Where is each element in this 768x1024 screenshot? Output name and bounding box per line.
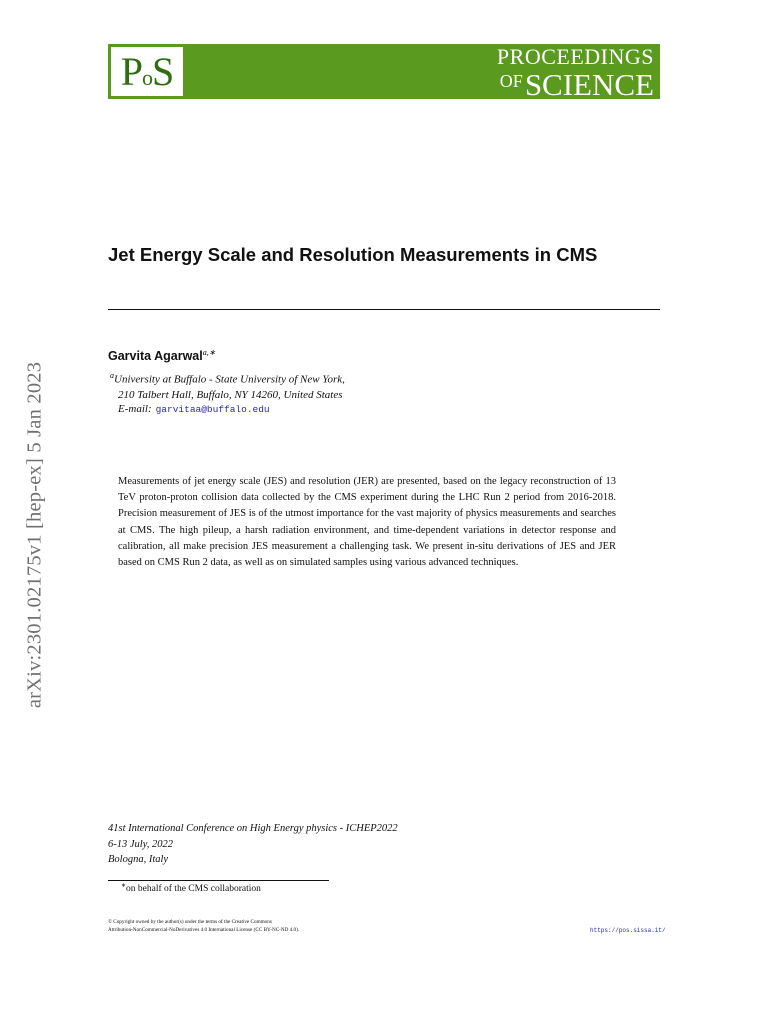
proceedings-of-science-wordmark	[497, 46, 654, 100]
proceedings-label: PROCEEDINGS	[496, 44, 654, 69]
abstract: Measurements of jet energy scale (JES) and resolution (JER) are presented, based on the legacy reconstruction of 13 TeV proton-proton collision data collected by the CMS experiment during the LHC Run 2 period from 2016-2018. Precision measurement of JES is of the utmost importance for the vast majority of physics measurements and searches at CMS. The high pileup, a harsh radiation environment, and time-dependent variations in detector response and calibration, all make precision JES measurement a challenging task. We present in-situ derivations of JES and JER based on CMS Run 2 data, as well as on simulated samples using various advanced techniques.	[118, 476, 616, 569]
science-label: SCIENCE	[524, 67, 654, 102]
arxiv-stamp: arXiv:2301.02175v1 [hep-ex] 5 Jan 2023	[23, 361, 46, 709]
footnote-text: on behalf of the CMS collaboration	[126, 884, 261, 895]
pos-banner	[108, 44, 660, 102]
title-rule	[108, 309, 660, 310]
email-link[interactable]: garvitaa@buffalo.edu	[155, 404, 270, 415]
affiliation	[110, 368, 345, 404]
footnote-mark: ∗	[121, 883, 127, 889]
copyright-notice	[108, 919, 299, 934]
affiliation-line-1: University at Buffalo - State University of New York,	[114, 373, 345, 386]
email-row	[118, 403, 270, 415]
author-superscript: a,∗	[202, 348, 216, 357]
email-label: E-mail:	[118, 403, 152, 415]
pos-logo-text: PoS	[120, 48, 174, 94]
conference-dates: 6-13 July, 2022	[108, 838, 174, 850]
conference-info	[108, 821, 398, 868]
copyright-line-2: Attribution-NonCommercial-NoDerivatives 4.0 International License (CC BY-NC-ND 4.0).	[108, 926, 300, 933]
conference-name: 41st International Conference on High Energy physics - ICHEP2022	[108, 823, 398, 834]
pos-url-link[interactable]: https://pos.sissa.it/	[590, 927, 666, 934]
of-label: OF	[499, 71, 523, 91]
copyright-line-1: © Copyright owned by the author(s) under the terms of the Creative Commons	[108, 919, 272, 925]
footnote-rule	[108, 880, 329, 881]
affiliation-superscript: a	[110, 371, 114, 380]
pos-logo	[111, 47, 183, 96]
author-name: Garvita Agarwal$^{a,∗}$	[108, 348, 216, 364]
footnote	[121, 882, 261, 894]
paper-title: Jet Energy Scale and Resolution Measurements in CMS	[108, 244, 598, 265]
affiliation-line-2: 210 Talbert Hall, Buffalo, NY 14260, United States	[118, 389, 343, 402]
conference-location: Bologna, Italy	[108, 854, 169, 865]
